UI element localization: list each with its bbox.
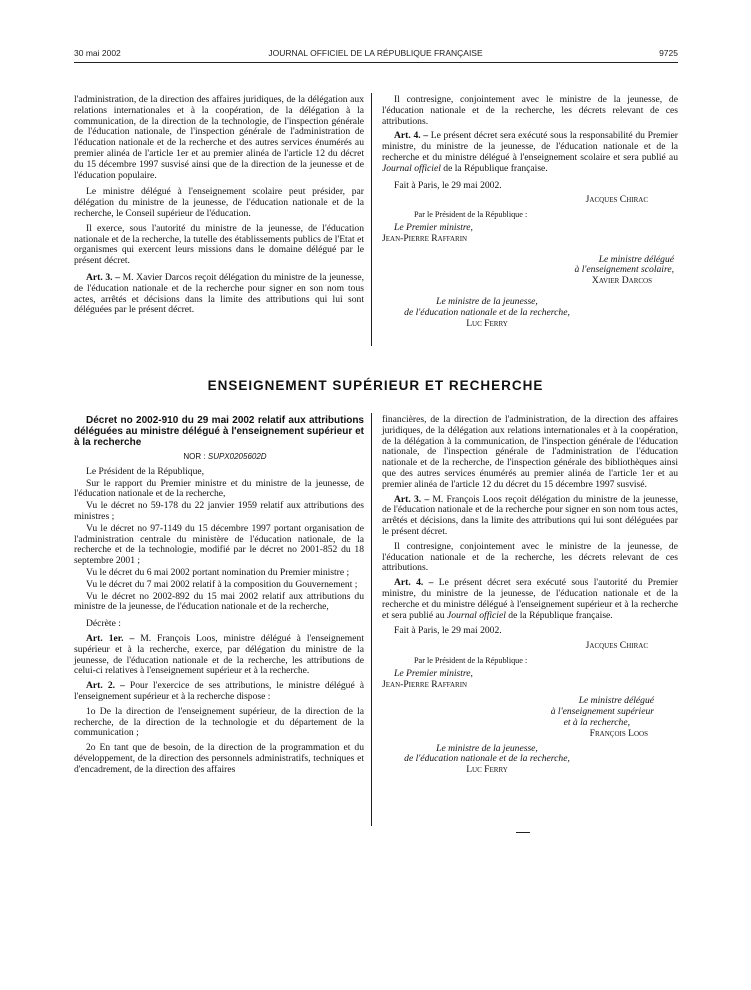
paragraph: Il exerce, sous l'autorité du ministre de la jeunesse, de l'éducation nationale et de la recherche, la tutelle des établissements publics de l'Etat et organismes qui exercent leurs missions dans le domaine délégué par le présent décret.	[74, 222, 364, 267]
visa: Vu le décret no 59-178 du 22 janvier 1959 relatif aux attributions des ministres ;	[74, 500, 364, 522]
md-name: Xavier Darcos	[591, 275, 652, 287]
header-page-number: 9725	[659, 48, 678, 58]
article-1	[74, 634, 364, 677]
top-left-column	[74, 95, 364, 320]
article-text-end: de la République française.	[440, 162, 548, 174]
article-label: Art. 4. –	[394, 130, 429, 142]
fait-a-paris: Fait à Paris, le 29 mai 2002.	[394, 625, 502, 637]
president-line: Le Président de la République,	[86, 465, 205, 477]
pm-name: Jean-Pierre Raffarin	[382, 232, 468, 244]
visa: Sur le rapport du Premier ministre et du ministre de la jeunesse, de l'éducation nationale et de la recherche,	[74, 477, 364, 500]
article-3	[74, 273, 364, 316]
president-signature: Jacques Chirac	[585, 640, 648, 652]
md-title: à l'enseignement supérieur	[550, 706, 654, 718]
article-text: Le présent décret sera exécuté sous l'autorité du Premier ministre, du ministre de la jeunesse, de l'éducation nationale et de la recherche et du ministre délégué à l'enseignement supérieur et à la recherche et sera publié au	[382, 577, 679, 621]
visa: Vu le décret du 6 mai 2002 portant nomination du Premier ministre ;	[86, 566, 350, 578]
article-text: M. Xavier Darcos reçoit délégation du ministre de la jeunesse, de l'éducation nationale et de la recherche pour signer en son nom tous actes, arrêtés et décisions dans la limite des attributions qui lui sont déléguées par le présent décret.	[74, 271, 364, 316]
article-label: Art. 4. –	[394, 577, 434, 589]
paragraph: Le ministre délégué à l'enseignement scolaire peut présider, par délégation du ministre de la jeunesse, de l'éducation nationale et de la recherche, le Conseil supérieur de l'éducation.	[74, 186, 364, 219]
nor-reference	[74, 452, 364, 463]
nor-code: SUPX0205602D	[207, 452, 267, 461]
top-right-column	[382, 95, 678, 329]
fait-a-paris: Fait à Paris, le 29 mai 2002.	[394, 179, 502, 191]
md-name: François Loos	[589, 727, 648, 739]
mj-title: de l'éducation nationale et de la recherche,	[404, 753, 570, 765]
article-text: Pour l'exercice de ses attributions, le ministre délégué à l'enseignement supérieur et à la recherche dispose :	[74, 680, 364, 702]
mj-title: Le ministre de la jeunesse,	[436, 742, 538, 754]
list-item: 1o De la direction de l'enseignement supérieur, de la direction de la recherche, de la direction de la technologie et du département de la communication ;	[74, 705, 364, 739]
md-title: à l'enseignement scolaire,	[574, 264, 674, 276]
section-title: ENSEIGNEMENT SUPÉRIEUR ET RECHERCHE	[207, 378, 544, 393]
header-date: 30 mai 2002	[74, 48, 121, 58]
nor-label: NOR :	[183, 452, 208, 461]
journal-name: Journal officiel	[447, 609, 506, 621]
article-text: M. François Loos, ministre délégué à l'enseignement supérieur et à la recherche, exerce, par délégation du ministre de la jeunesse, de l'éducation nationale et de la recherche, les attributions de celui-ci relatives à l'enseignement supérieur et à la recherche.	[74, 632, 364, 677]
header-journal-title: JOURNAL OFFICIEL DE LA RÉPUBLIQUE FRANÇAISE	[268, 48, 483, 58]
president-signature: Jacques Chirac	[585, 194, 648, 206]
minister-youth-signature	[382, 297, 592, 329]
pm-name: Jean-Pierre Raffarin	[382, 678, 468, 690]
article-4	[382, 131, 678, 174]
mj-title: de l'éducation nationale et de la recherche,	[404, 306, 570, 318]
visa: Vu le décret no 2002-892 du 15 mai 2002 relatif aux attributions du ministre de la jeunesse, de l'éducation nationale et de la recherche,	[74, 590, 364, 613]
paragraph: financières, de la direction de l'administration, de la direction des affaires juridiques, de la délégation aux relations internationales et à la coopération, de la délégation à la communication, de l'inspection générale de l'éducation nationale, de l'inspection générale de l'administration de l'éducation nationale et de la recherche, de l'inspection générale des bibliothèques ainsi que des autres services énumérés au premier alinéa de l'article 1er et au premier alinéa de l'article 12 du décret du 15 décembre 1997 susvisé.	[382, 414, 678, 490]
article-3	[382, 495, 678, 538]
paragraph: Il contresigne, conjointement avec le ministre de la jeunesse, de l'éducation nationale et de la recherche, les décrets relevant de ces attributions.	[382, 94, 678, 127]
mj-name: Luc Ferry	[466, 317, 508, 329]
decrete: Décrète :	[86, 618, 121, 630]
journal-name: Journal officiel	[382, 162, 441, 174]
article-text: M. François Loos reçoit délégation du ministre de la jeunesse, de l'éducation nationale et de la recherche pour signer en son nom tous actes, arrêtés et décisions, dans la limite des attributions qui lui sont déléguées par le présent décret.	[382, 493, 678, 537]
article-text: Le présent décret sera exécuté sous la responsabilité du Premier ministre, du ministre de la jeunesse, de l'éducation nationale et de la recherche et du ministre délégué à l'enseignement scolaire et sera publié au	[382, 130, 678, 163]
minister-youth-signature	[382, 744, 592, 776]
minister-delegate-signature	[382, 696, 678, 739]
article-label: Art. 2. –	[86, 680, 125, 692]
article-4	[382, 578, 678, 621]
article-label: Art. 3. –	[394, 493, 430, 505]
article-2	[74, 681, 364, 703]
md-title: et à la recherche,	[563, 716, 630, 728]
md-title: Le ministre délégué	[598, 253, 674, 265]
end-rule	[516, 832, 530, 833]
list-item: 2o En tant que de besoin, de la direction de la programmation et du développement, de la direction des personnels administratifs, techniques et d'encadrement, de la direction des affaires	[74, 742, 364, 775]
visa: Vu le décret no 97-1149 du 15 décembre 1997 portant organisation de l'administration centrale du ministère de l'éducation nationale, de la recherche et de la technologie, modifié par le décret no 2001-852 du 18 septembre 2001 ;	[74, 522, 364, 567]
par-le-president: Par le Président de la République :	[414, 655, 528, 665]
bottom-right-column	[382, 415, 678, 776]
column-divider-bottom	[371, 413, 372, 826]
par-le-president: Par le Président de la République :	[414, 210, 528, 220]
minister-delegate-signature	[382, 255, 678, 287]
paragraph: l'administration, de la direction des affaires juridiques, de la délégation aux relations internationales et à la coopération, de la délégation à la communication, de la direction de la technologie, de l'inspection générale de l'éducation nationale, de l'inspection générale de l'administration de l'éducation nationale et de la recherche et des autres services énumérés au premier alinéa de l'article 1er et au premier alinéa de l'article 12 du décret du 15 décembre 1997 susvisé ainsi que de la direction de la jeunesse et de l'éducation populaire.	[74, 94, 364, 181]
article-text-end: de la République française.	[505, 609, 613, 621]
pm-title: Le Premier ministre,	[394, 667, 473, 679]
paragraph: Il contresigne, conjointement avec le ministre de la jeunesse, de l'éducation nationale et de la recherche, les décrets relevant de ces attributions.	[382, 540, 678, 574]
visa: Vu le décret du 7 mai 2002 relatif à la composition du Gouvernement ;	[86, 578, 358, 590]
article-label: Art. 1er. –	[86, 632, 135, 644]
article-label: Art. 3. –	[86, 271, 120, 283]
mj-name: Luc Ferry	[466, 764, 508, 776]
decree-title: Décret no 2002-910 du 29 mai 2002 relatif aux attributions déléguées au ministre délégué à l'enseignement supérieur et à la recherche	[74, 415, 364, 448]
header-rule	[74, 62, 678, 63]
pm-title: Le Premier ministre,	[394, 221, 473, 233]
column-divider-top	[371, 93, 372, 346]
md-title: Le ministre délégué	[578, 695, 654, 707]
mj-title: Le ministre de la jeunesse,	[436, 295, 538, 307]
decree-column	[74, 415, 364, 780]
